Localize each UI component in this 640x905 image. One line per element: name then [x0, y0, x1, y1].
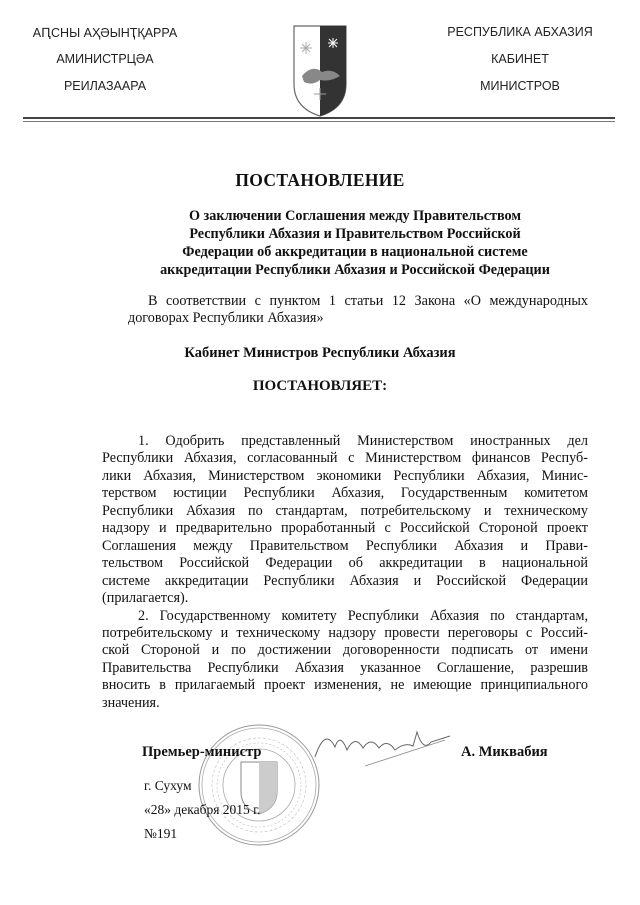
- paragraph-line: Республики Абхазия по стандартам, потребительскому и техническому: [102, 502, 588, 519]
- paragraph-line: Правительства Республики Абхазия указанное Соглашение, разрешив: [102, 659, 588, 676]
- paragraph-line: потребительскому и техническому надзору провести переговоры с Россий-: [102, 624, 588, 641]
- paragraph-line: Соглашения между Правительством Республики Абхазия и Прави-: [102, 537, 588, 554]
- header-left-line: АԤСНЫ АҲӘЫНҬҚАРРА: [32, 26, 178, 40]
- header-divider: [23, 121, 615, 122]
- paragraph-line: системе аккредитации Республики Абхазия и Российской Федерации: [102, 572, 588, 589]
- paragraph-line: тельством Российской Федерации об аккредитации в национальной: [102, 555, 588, 572]
- signature: [305, 722, 455, 772]
- paragraph-line: (прилагается).: [102, 590, 189, 607]
- paragraph-line: надзору и предварительно проработанный с Российской Стороной проект: [102, 520, 588, 537]
- header-left-line: АМИНИСТРЦӘА: [56, 52, 154, 66]
- preamble-line: договорах Республики Абхазия»: [128, 310, 324, 327]
- coat-of-arms-emblem: [292, 24, 348, 118]
- paragraph-line: Республики Абхазия, согласованный с Министерством финансов Респуб-: [102, 450, 588, 467]
- document-number: №191: [144, 826, 178, 841]
- issue-city: г. Сухум: [144, 778, 192, 793]
- header-right-line: КАБИНЕТ: [491, 52, 549, 66]
- header-right-line: МИНИСТРОВ: [480, 79, 560, 93]
- subject-line: аккредитации Республики Абхазия и Российской Федерации: [160, 262, 550, 278]
- paragraph-line: ской Стороной и по достижении договоренности подписать от имени: [102, 642, 588, 659]
- official-seal: [196, 722, 322, 848]
- document-subject: [120, 207, 590, 279]
- document-title: ПОСТАНОВЛЕНИЕ: [235, 170, 405, 190]
- paragraph-line: терством юстиции Республики Абхазия, Государственным комитетом: [102, 485, 588, 502]
- paragraph-1: [102, 433, 588, 712]
- subject-line: Федерации об аккредитации в национальной системе: [182, 244, 528, 260]
- paragraph-line: лики Абхазия, Министерством экономики Республики Абхазия, Минис-: [102, 467, 588, 484]
- paragraph-line: вносить в прилагаемый проект изменения, не имеющие принципиального: [102, 677, 588, 694]
- paragraph-line: 1. Одобрить представленный Министерством иностранных дел: [138, 433, 588, 449]
- subject-line: О заключении Соглашения между Правительством: [188, 208, 522, 224]
- issue-date: «28» декабря 2015 г.: [144, 802, 261, 817]
- preamble-line: В соответствии с пунктом 1 статьи 12 Закона «О международных: [148, 293, 588, 309]
- paragraph-line: значения.: [102, 694, 160, 711]
- resolves-heading: ПОСТАНОВЛЯЕТ:: [252, 378, 388, 394]
- header-divider: [23, 117, 615, 119]
- paragraph-line: 2. Государственному комитету Республики Абхазия по стандартам,: [138, 607, 588, 624]
- header-right: [435, 25, 605, 105]
- issuer: Кабинет Министров Республики Абхазия: [184, 345, 456, 361]
- subject-line: Республики Абхазия и Правительством Российской: [189, 226, 521, 242]
- preamble: [128, 293, 588, 328]
- header-left: [20, 25, 190, 105]
- header-left-line: РЕИЛАЗААРА: [63, 79, 147, 93]
- signatory-name: А. Миквабия: [461, 744, 548, 760]
- header-right-line: РЕСПУБЛИКА АБХАЗИЯ: [447, 25, 593, 39]
- signatory-position: Премьер-министр: [142, 744, 262, 760]
